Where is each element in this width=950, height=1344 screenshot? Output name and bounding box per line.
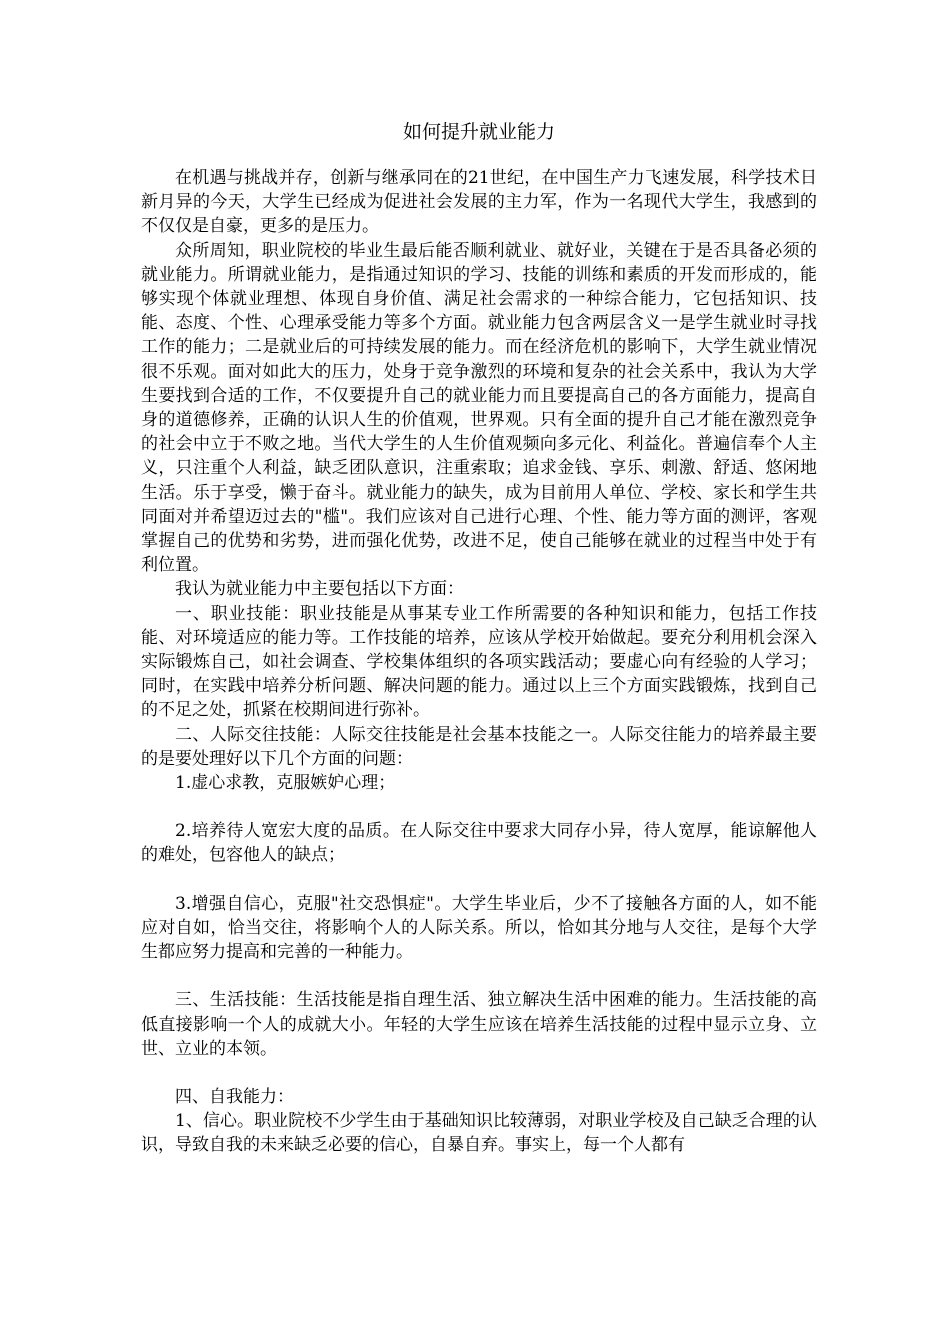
document-title: 如何提升就业能力 bbox=[402, 121, 555, 143]
spacer bbox=[141, 795, 817, 819]
paragraph-intro: 在机遇与挑战并存，创新与继承同在的21世纪，在中国生产力飞速发展，科学技术日新月异的今天，大学生已经成为促进社会发展的主力军，作为一名现代大学生，我感到的不仅仅是自豪，更多的是压力。 bbox=[141, 168, 817, 237]
list-item-1: 1.虚心求教，克服嫉妒心理； bbox=[175, 773, 396, 794]
paragraph-interpersonal-skills: 二、人际交往技能：人际交往技能是社会基本技能之一。人际交往能力的培养最主要的是要处理好以下几个方面的问题： bbox=[141, 724, 817, 769]
list-item-3: 3.增强自信心，克服"社交恐惧症"。大学生毕业后，少不了接触各方面的人，如不能应对自如，恰当交往，将影响个人的人际关系。所以，恰如其分地与人交往，是每个大学生都应努力提高和完善的一种能力。 bbox=[141, 893, 817, 963]
paragraph-vocational-skills: 一、职业技能：职业技能是从事某专业工作所需要的各种知识和能力，包括工作技能、对环境适应的能力等。工作技能的培养，应该从学校开始做起。要充分利用机会深入实际锻炼自己，如社会调查、学校集体组织的各项实践活动；要虚心向有经验的人学习；同时，在实践中培养分析问题、解决问题的能力。通过以上三个方面实践锻炼，找到自己的不足之处，抓紧在校期间进行弥补。 bbox=[141, 603, 817, 721]
list-item-2: 2.培养待人宽宏大度的品质。在人际交往中要求大同存小异，待人宽厚，能谅解他人的难处，包容他人的缺点； bbox=[141, 821, 817, 866]
paragraph-definition: 众所周知，职业院校的毕业生最后能否顺利就业、就好业，关键在于是否具备必须的就业能力。所谓就业能力，是指通过知识的学习、技能的训练和素质的开发而形成的，能够实现个体就业理想、体现自身价值、满足社会需求的一种综合能力，它包括知识、技能、态度、个性、心理承受能力等多个方面。就业能力包含两层含义一是学生就业时寻找工作的能力；二是就业后的可持续发展的能力。而在经济危机的影响下，大学生就业情况很不乐观。面对如此大的压力，处身于竞争激烈的环境和复杂的社会关系中，我认为大学生要找到合适的工作，不仅要提升自己的就业能力而且要提高自己的各方面能力，提高自身的道德修养，正确的认识人生的价值观，世界观。只有全面的提升自己才能在激烈竞争的社会中立于不败之地。当代大学生的人生价值观频向多元化、利益化。普遍信奉个人主义，只注重个人利益，缺乏团队意识，注重索取；追求金钱、享乐、刺激、舒适、悠闲地生活。乐于享受，懒于奋斗。就业能力的缺失，成为目前用人单位、学校、家长和学生共同面对并希望迈过去的"槛"。我们应该对自己进行心理、个性、能力等方面的测评，客观掌握自己的优势和劣势，进而强化优势，改进不足，使自己能够在就业的过程当中处于有利位置。 bbox=[141, 240, 817, 576]
paragraph-overview: 我认为就业能力中主要包括以下方面： bbox=[175, 579, 464, 600]
spacer bbox=[141, 964, 817, 988]
spacer bbox=[141, 1061, 817, 1085]
document-page bbox=[141, 118, 817, 1158]
paragraph-self-ability-heading: 四、自我能力： bbox=[175, 1086, 294, 1107]
paragraph-life-skills: 三、生活技能：生活技能是指自理生活、独立解决生活中困难的能力。生活技能的高低直接影响一个人的成就大小。年轻的大学生应该在培养生活技能的过程中显示立身、立世、立业的本领。 bbox=[141, 990, 817, 1059]
paragraph-confidence: 1、信心。职业院校不少学生由于基础知识比较薄弱，对职业学校及自己缺乏合理的认识，导致自我的未来缺乏必要的信心，自暴自弃。事实上，每一个人都有 bbox=[141, 1111, 817, 1156]
spacer bbox=[141, 868, 817, 892]
